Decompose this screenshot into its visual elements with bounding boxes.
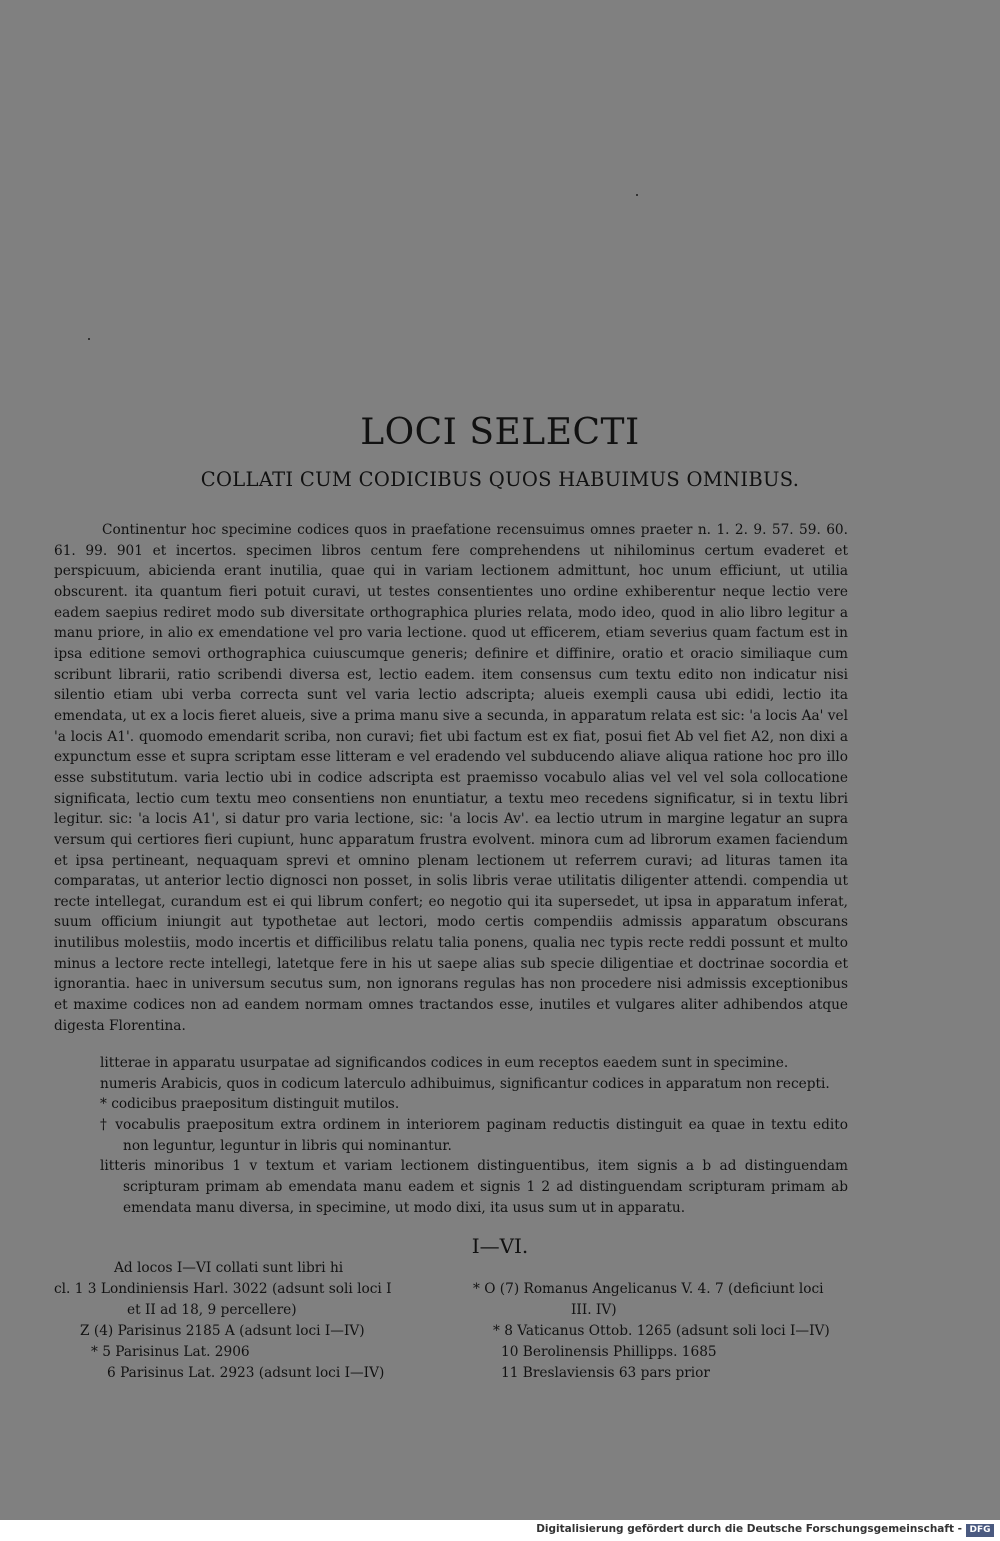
page-title: LOCI SELECTI	[360, 412, 640, 453]
note-item: * codicibus praepositum distinguit mutilos.	[100, 1096, 400, 1113]
section-heading: I—VI.	[471, 1234, 529, 1258]
witness-entry	[54, 1279, 454, 1300]
scan-speck	[88, 338, 90, 340]
witness-sigla: 11	[501, 1365, 519, 1381]
witness-text: Londiniensis Harl. 3022 (adsunt soli loci I	[100, 1281, 392, 1297]
witness-entry	[54, 1342, 454, 1363]
witness-sigla: Z (4)	[80, 1323, 114, 1339]
witness-text: Berolinensis Phillipps. 1685	[522, 1344, 717, 1360]
witness-text: Vaticanus Ottob. 1265 (adsunt soli loci I—IV)	[517, 1323, 830, 1339]
witness-sigla: 6	[107, 1365, 116, 1381]
scan-speck	[636, 194, 638, 196]
footer-bar	[0, 1520, 1000, 1541]
page-subtitle: COLLATI CUM CODICIBUS QUOS HABUIMUS OMNIBUS.	[200, 468, 800, 491]
witness-text: Parisinus 2185 A (adsunt loci I—IV)	[117, 1323, 365, 1339]
witness-list-right	[473, 1279, 853, 1384]
witness-sigla: * 8	[493, 1323, 513, 1339]
note-item: litteris minoribus 1 v textum et variam lectionem distinguentibus, item signis a b ad distinguendam scripturam primam ab emendata manu eadem et signis 1 2 ad distinguendam scripturam primam ab emendata manu diversa, in specimine, ut modo dixi, ita usus sum ut in apparatu.	[100, 1158, 848, 1216]
witness-list-left	[54, 1279, 454, 1384]
witness-sigla: * O (7)	[473, 1281, 520, 1297]
witness-sigla: * 5	[91, 1344, 111, 1360]
witness-entry	[473, 1342, 853, 1363]
witness-continuation: III. IV)	[571, 1302, 617, 1318]
witness-continuation: et II ad 18, 9 percellere)	[127, 1302, 297, 1318]
note-item: litterae in apparatu usurpatae ad significandos codices in eum receptos eaedem sunt in specimine.	[100, 1055, 789, 1071]
funding-notice: Digitalisierung gefördert durch die Deutsche Forschungsgemeinschaft -	[536, 1523, 962, 1535]
witness-text: Parisinus Lat. 2923 (adsunt loci I—IV)	[120, 1365, 385, 1381]
witness-entry	[54, 1321, 454, 1342]
note-item: numeris Arabicis, quos in codicum laterculo adhibuimus, significantur codices in apparatum non recepti.	[100, 1075, 830, 1092]
witness-entry	[473, 1279, 853, 1300]
notes-list	[100, 1053, 848, 1218]
witness-entry	[473, 1321, 853, 1342]
witness-text: Breslaviensis 63 pars prior	[522, 1365, 710, 1381]
note-item: † vocabulis praepositum extra ordinem in interiorem paginam reductis distinguit ea quae in textu edito non leguntur, leguntur in libris qui nominantur.	[100, 1116, 848, 1154]
body-text	[54, 520, 848, 1036]
witness-sigla: cl. 1 3	[54, 1281, 97, 1297]
preface-paragraph: Continentur hoc specimine codices quos in praefatione recensuimus omnes praeter n. 1. 2. 9. 57. 59. 60. 61. 99. 901 et incertos. specimen libros centum fere comprehendens ut nihilominus certum evaderet et perspicuum, abicienda erant inutilia, quae qui in variam lectionem admittunt, hoc unum efficiunt, ut utilia obscurent. ita quantum fieri potuit curavi, ut testes consentientes uno ordine exhiberentur neque lectio vere eadem saepius rediret modo sub diversitate orthographica pluries relata, modo ideo, quod in alio libro legitur a manu priore, in alio ex emendatione vel pro varia lectione. quod ut efficerem, etiam severius quam factum est in ipsa editione semovi orthographica cuiuscumque generis; definire et diffinire, oratio et oracio similiaque cum scribunt librarii, ratio scribendi diversa est, lectio eadem. item consensus cum textu edito non indicatur nisi silentio etiam ubi verba correcta sunt vel varia lectio adscripta; alueis exempli causa ubi edidi, lectio ita emendata, ut ex a locis fieret alueis, sive a prima manu sive a secunda, in apparatum relata est sic: 'a locis Aa' vel 'a locis A1'. quomodo emendarit scriba, non curavi; fiet ubi factum est ex fiat, posui fiet Ab vel fiet A2, non dixi a expunctum esse et supra scriptam esse litteram e vel eradendo vel subducendo aliave aliqua ratione hoc pro illo esse substitutum. varia lectio ubi in codice adscripta est praemisso vocabulo alias vel vel vel sola collocatione significata, lectio cum textu meo consentiens non enuntiatur, a textu meo recedens significatur, si in textu libri legitur. sic: 'a locis A1', si datur pro varia lectione, sic: 'a locis Av'. ea lectio utrum in margine legatur an supra versum qui certiores fieri cupiunt, hunc apparatum frustra evolvent. minora cum ad librorum examen faciendum et ipsa pertineant, nequaquam sprevi et omnino plenam lectionem ut referrem curavi; ad lituras tamen ita comparatas, ut anterior lectio dignosci non posset, in solis libris verae utilitatis diligenter attendi. compendia ut recte intellegat, curandum est ei qui librum confert; eo negotio qui ita supersedet, ut ipsa in apparatum inferat, suum officium iniungit aut typothetae aut lectori, modo certis compendiis admissis apparatum obscurans inutilibus molestiis, modo incertis et difficilibus relatu talia ponens, qualia nec typis recte reddi possunt et multo minus a lectore recte intellegi, latetque fere in his ut saepe alias sub specie diligentiae et doctrinae socordia et ignorantia. haec in universum secutus sum, non ignorans regulas has non procedere nisi admissis exceptionibus et maxime codices non ad eandem normam omnes tractandos esse, inutiles et vulgares aliter adhibendos atque digesta Florentina.	[54, 522, 848, 1034]
witness-entry	[54, 1363, 454, 1384]
witness-text: Romanus Angelicanus V. 4. 7 (deficiunt loci	[523, 1281, 824, 1297]
dfg-logo[interactable]: DFG	[966, 1524, 994, 1537]
witness-text: Parisinus Lat. 2906	[115, 1344, 250, 1360]
section-intro: Ad locos I—VI collati sunt libri hi	[114, 1260, 344, 1276]
witness-entry	[473, 1363, 853, 1384]
witness-sigla: 10	[501, 1344, 519, 1360]
